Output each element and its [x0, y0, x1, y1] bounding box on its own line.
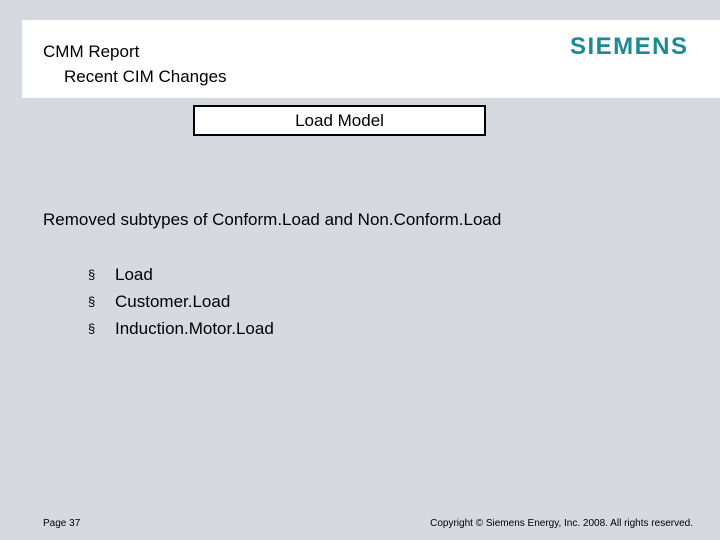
bullet-icon: § [88, 267, 96, 282]
list-item [88, 288, 274, 315]
report-title: CMM Report [43, 42, 140, 61]
list-item [88, 315, 274, 342]
copyright-notice: Copyright © Siemens Energy, Inc. 2008. All rights reserved. [430, 518, 693, 529]
bullet-icon: § [88, 294, 96, 309]
bullet-list [88, 261, 274, 342]
bullet-icon: § [88, 321, 96, 336]
siemens-logo: SIEMENS [570, 33, 689, 60]
page-number: Page 37 [43, 518, 81, 529]
list-item-label: Customer.Load [115, 292, 231, 311]
list-item-label: Load [115, 265, 153, 284]
content-subheading: Removed subtypes of Conform.Load and Non.Conform.Load [43, 210, 502, 229]
report-subtitle: Recent CIM Changes [64, 67, 227, 86]
list-item-label: Induction.Motor.Load [115, 319, 274, 338]
section-title-box: Load Model [193, 105, 486, 136]
list-item [88, 261, 274, 288]
